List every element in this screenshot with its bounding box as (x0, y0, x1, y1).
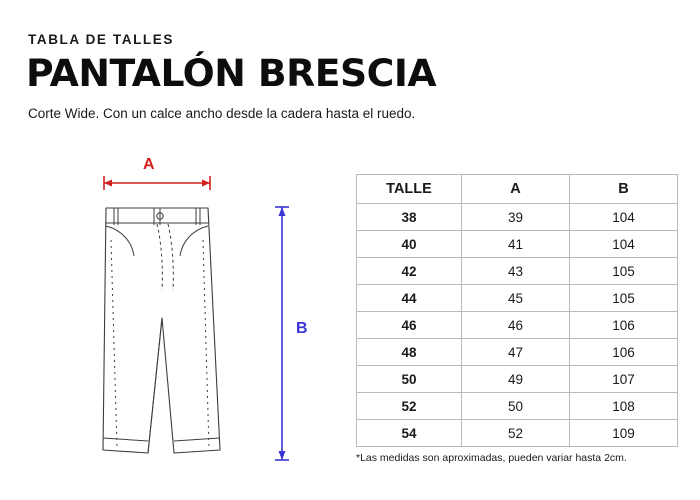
cell-b: 104 (570, 204, 678, 231)
cell-a: 50 (462, 393, 570, 420)
cell-a: 46 (462, 312, 570, 339)
cell-talle: 50 (357, 366, 462, 393)
table-row (357, 258, 678, 285)
cell-a: 43 (462, 258, 570, 285)
cell-b: 107 (570, 366, 678, 393)
cell-b: 106 (570, 339, 678, 366)
cell-talle: 40 (357, 231, 462, 258)
table-row (357, 339, 678, 366)
table-row (357, 312, 678, 339)
measure-label-a: A (143, 156, 155, 173)
arrow-b (275, 207, 289, 460)
table-row (357, 285, 678, 312)
cell-b: 105 (570, 285, 678, 312)
cell-a: 49 (462, 366, 570, 393)
cell-b: 108 (570, 393, 678, 420)
pants-illustration-svg (70, 150, 330, 470)
table-row (357, 420, 678, 447)
cell-a: 52 (462, 420, 570, 447)
pants-diagram (70, 150, 330, 470)
cell-b: 104 (570, 231, 678, 258)
cell-a: 45 (462, 285, 570, 312)
cell-talle: 52 (357, 393, 462, 420)
table-row (357, 366, 678, 393)
page-subtitle: Corte Wide. Con un calce ancho desde la cadera hasta el ruedo. (28, 106, 416, 121)
cell-talle: 44 (357, 285, 462, 312)
cell-talle: 38 (357, 204, 462, 231)
measure-label-b: B (296, 320, 308, 337)
size-table-container (356, 174, 674, 447)
page-title: PANTALÓN BRESCIA (26, 52, 437, 95)
cell-talle: 48 (357, 339, 462, 366)
eyebrow-text: TABLA DE TALLES (28, 32, 174, 47)
cell-a: 47 (462, 339, 570, 366)
cell-talle: 46 (357, 312, 462, 339)
table-row (357, 393, 678, 420)
cell-a: 39 (462, 204, 570, 231)
table-header-row (357, 175, 678, 204)
arrow-a (104, 176, 210, 190)
cell-a: 41 (462, 231, 570, 258)
header-b: B (570, 175, 678, 204)
header-a: A (462, 175, 570, 204)
cell-talle: 54 (357, 420, 462, 447)
size-table (356, 174, 678, 447)
table-row (357, 204, 678, 231)
cell-b: 105 (570, 258, 678, 285)
cell-b: 109 (570, 420, 678, 447)
footnote-text: *Las medidas son aproximadas, pueden variar hasta 2cm. (356, 452, 627, 464)
cell-b: 106 (570, 312, 678, 339)
table-row (357, 231, 678, 258)
table-body (357, 204, 678, 447)
cell-talle: 42 (357, 258, 462, 285)
header-talle: TALLE (357, 175, 462, 204)
